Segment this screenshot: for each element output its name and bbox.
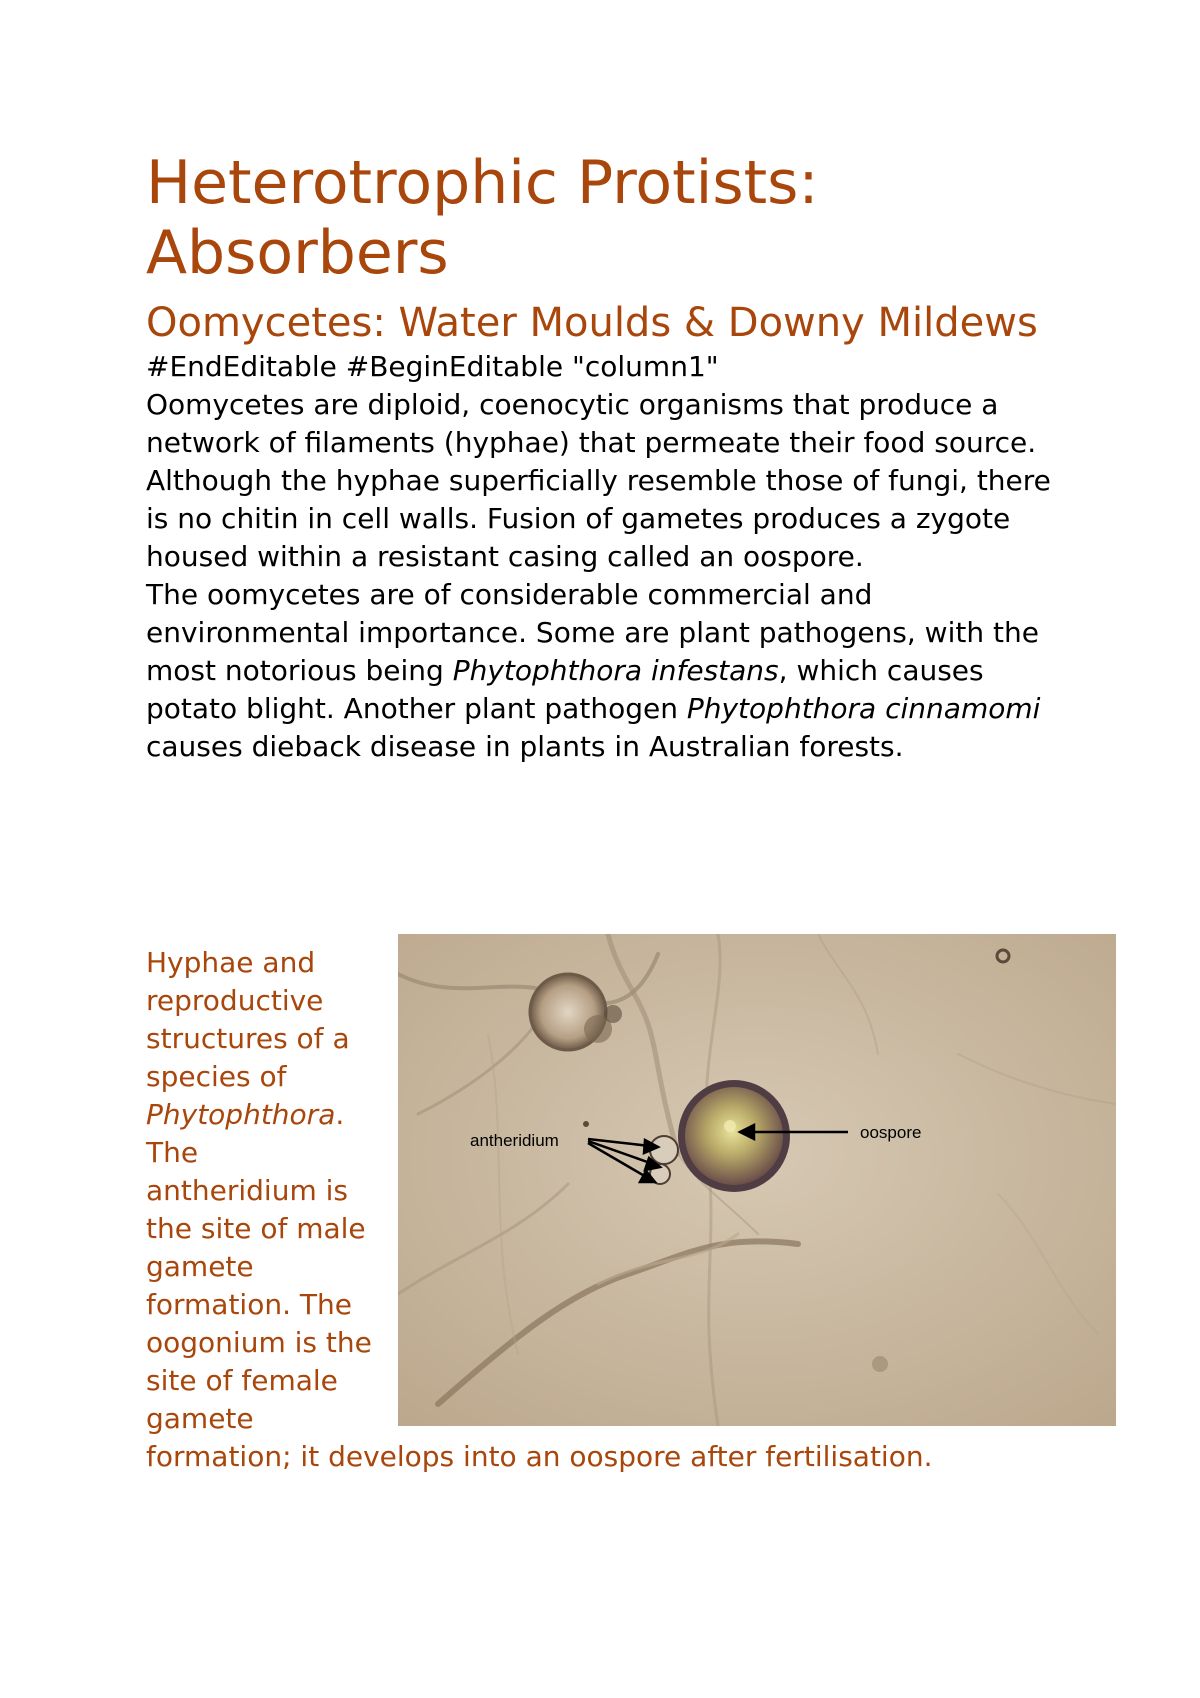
intro-paragraph: Oomycetes are diploid, coenocytic organisms that produce a network of filaments (hyphae) that permeate their food source. Although the hyphae superficially resemble those of fungi, there is no chitin in cell walls. Fusion of gametes produces a zygote housed within a resistant casing called an oospore. <box>146 388 1051 573</box>
document-page <box>146 148 1066 766</box>
page-title: Heterotrophic Protists: Absorbers <box>146 148 819 288</box>
oospore-label: oospore <box>860 1123 922 1142</box>
species-name-cinnamomi: Phytophthora cinnamomi <box>686 692 1041 725</box>
caption-text-2: . The antheridium is the site of male gamete formation. The oogonium is the site of female gamete formation; it develops into an oospore after fertilisation. <box>146 1098 933 1473</box>
importance-text-2: , which causes potato blight. Another plant pathogen <box>146 654 984 725</box>
caption-text-1: Hyphae and reproductive structures of a species of <box>146 946 350 1093</box>
species-name-infestans: Phytophthora infestans <box>452 654 779 687</box>
figure-block <box>146 944 1116 1476</box>
caption-genus: Phytophthora <box>146 1098 336 1131</box>
antheridium-label: antheridium <box>470 1131 559 1150</box>
section-subtitle: Oomycetes: Water Moulds & Downy Mildews <box>146 300 1038 346</box>
micrograph-image <box>398 934 1116 1426</box>
importance-paragraph <box>146 576 1066 766</box>
importance-text-1: The oomycetes are of considerable commercial and environmental importance. Some are plant pathogens, with the most notorious being <box>146 578 1039 687</box>
editable-marker-text: #EndEditable #BeginEditable "column1" <box>146 350 719 383</box>
importance-text-3: causes dieback disease in plants in Australian forests. <box>146 730 904 763</box>
